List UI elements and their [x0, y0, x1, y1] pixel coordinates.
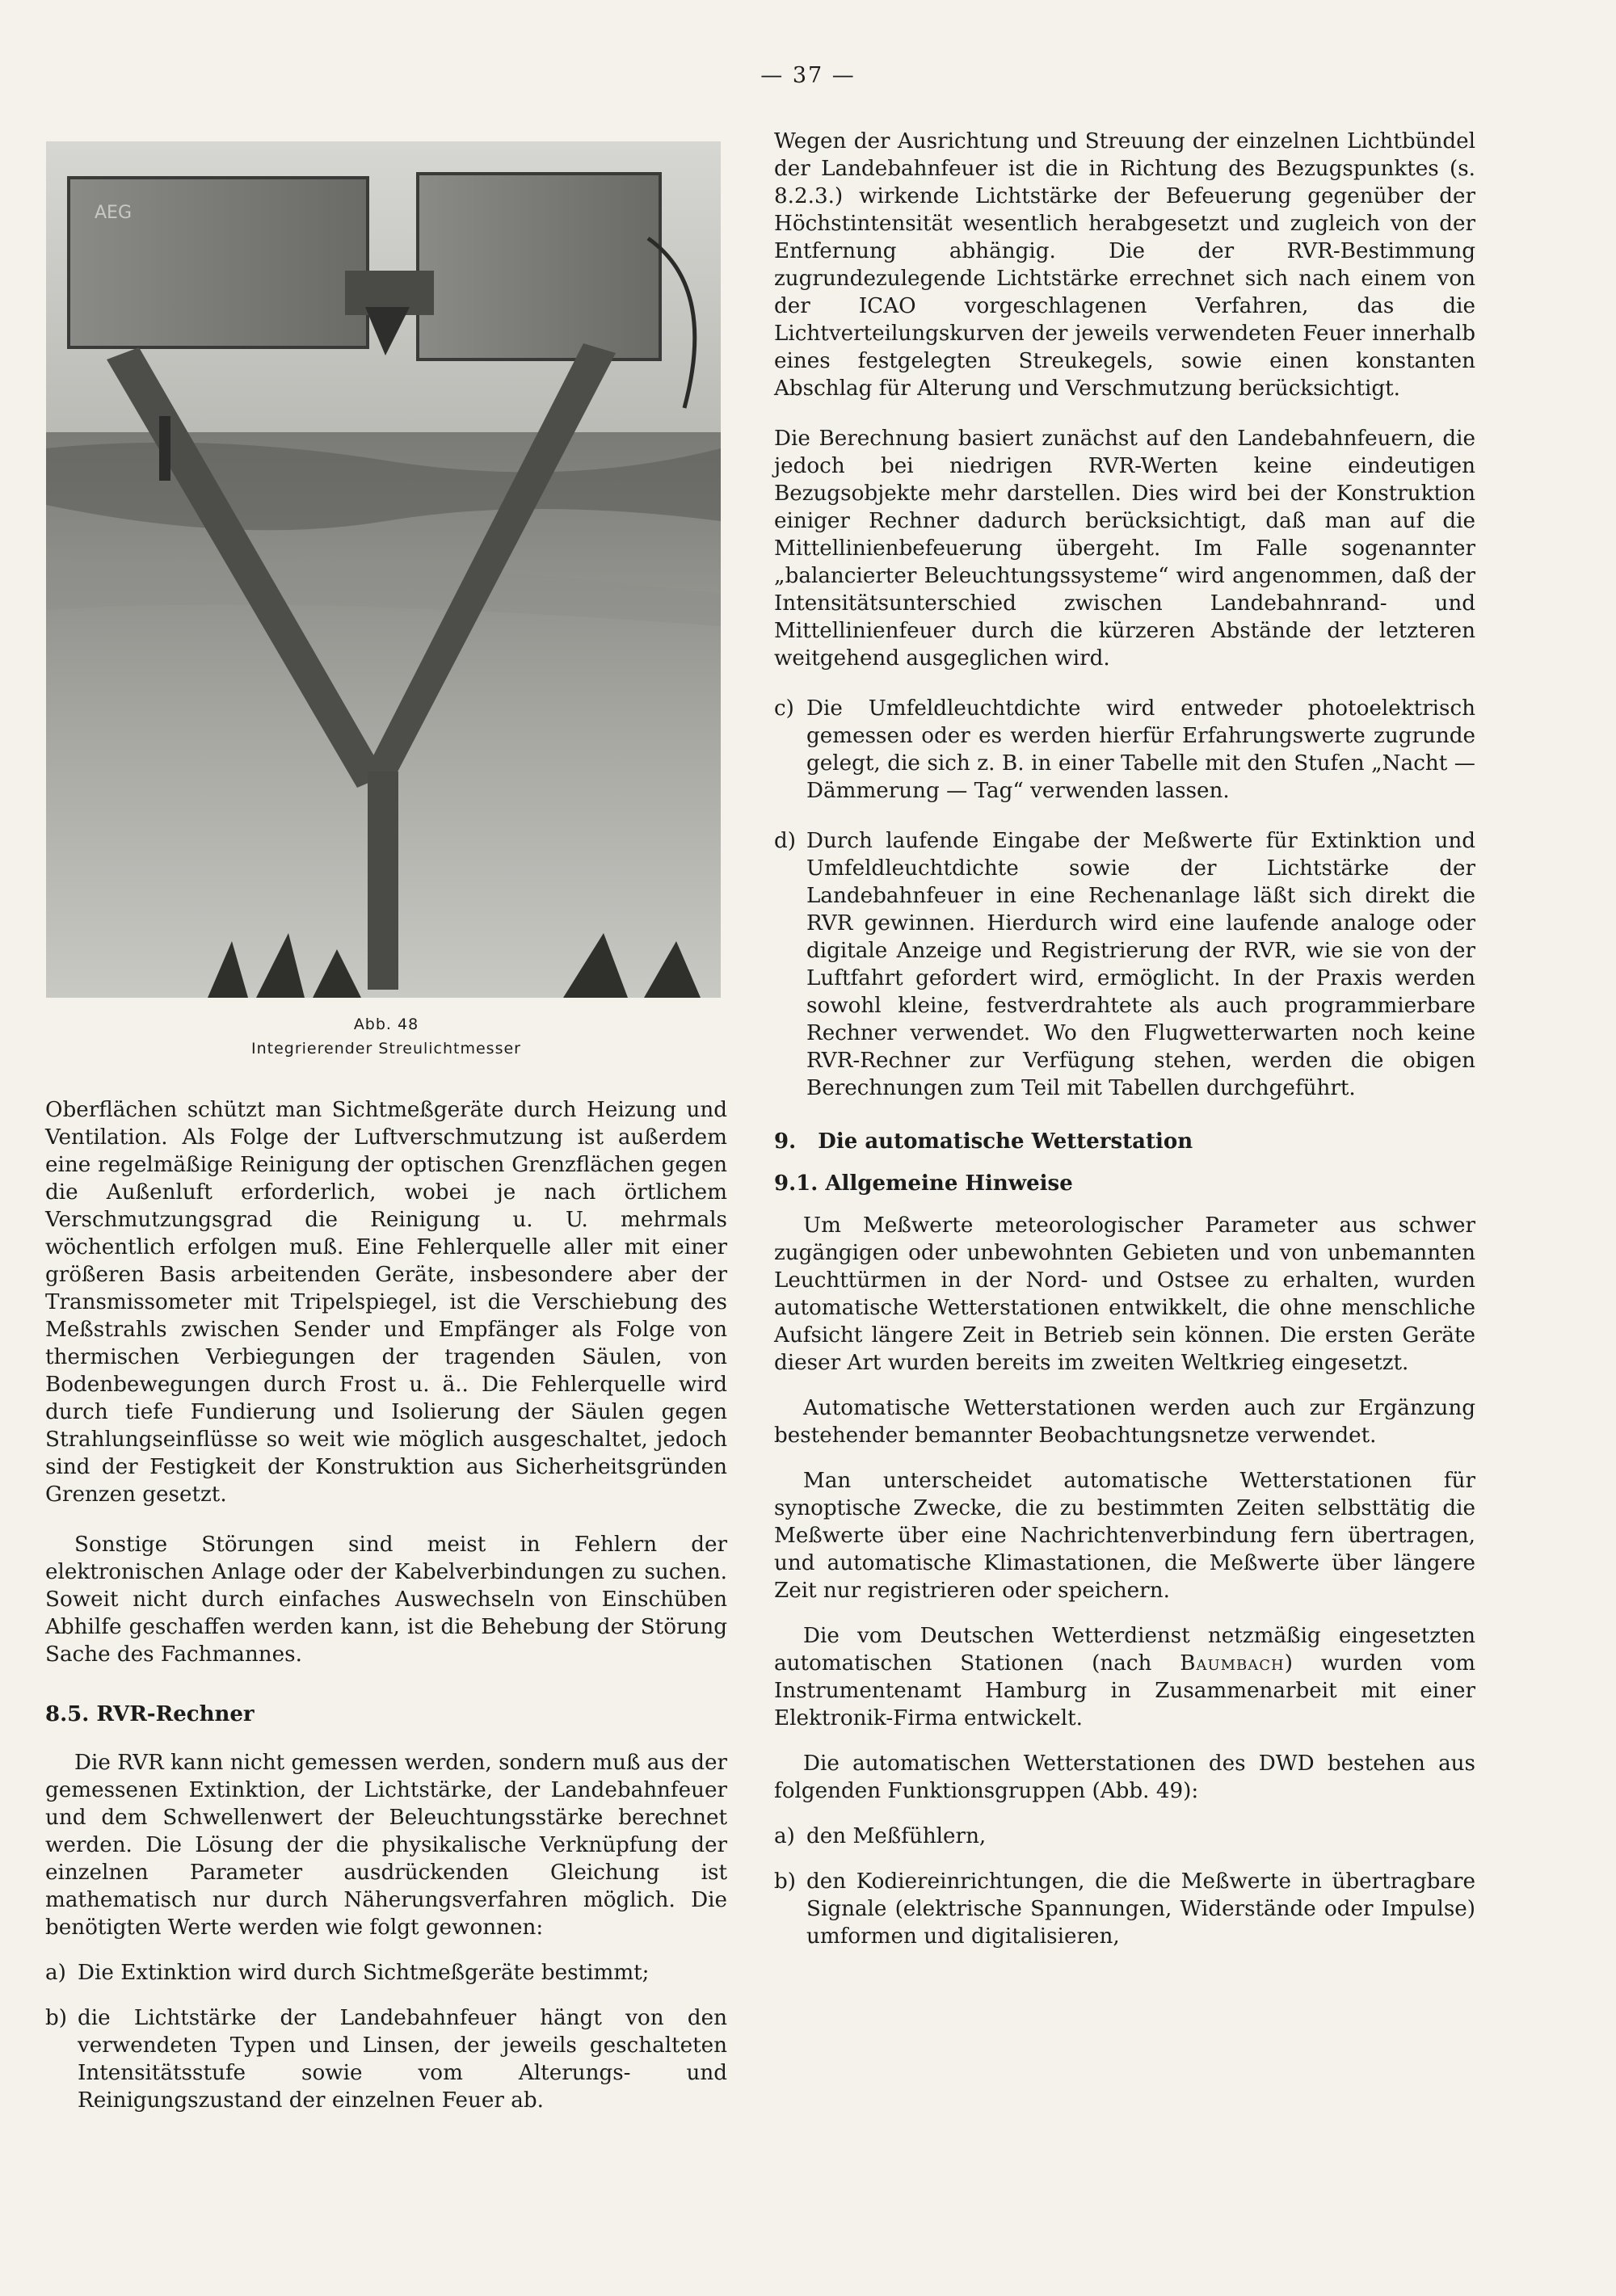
left-list-item-a [45, 1959, 727, 1987]
right-column [774, 128, 1475, 1950]
list-label: b) [45, 2006, 67, 2030]
list-label: a) [774, 1824, 795, 1848]
section-heading-9-1: 9.1. Allgemeine Hinweise [774, 1171, 1073, 1196]
page-number: — 37 — [760, 63, 856, 88]
figure-title: Integrierender Streulichtmesser [251, 1040, 521, 1058]
left-paragraph-1: Oberflächen schützt man Sichtmeßgeräte durch Heizung und Ventilation. Als Folge der Luftverschmutzung ist außerdem eine regelmäßige Reinigung der optischen Grenzflächen gegen die Außenluft erforderlich, wobei je nach örtlichem Verschmutzungsgrad die Reinigung u. U. mehrmals wöchentlich erfolgen muß. Eine Fehlerquelle aller mit einer größeren Basis arbeitenden Geräte, insbesondere aber der Transmissometer mit Tripelspiegel, ist die Verschiebung des Meßstrahls zwischen Sender und Empfänger als Folge von thermischen Verbiegungen der tragenden Säulen, von Bodenbewegungen durch Frost u. ä.. Die Fehlerquelle wird durch tiefe Fundierung und Isolierung der Säulen gegen Strahlungseinflüsse so weit wie möglich ausgeschaltet, jedoch sind der Festigkeit der Konstruktion aus Sicherheitsgründen Grenzen gesetzt. [45, 1098, 727, 1507]
left-paragraph-2: Sonstige Störungen sind meist in Fehlern der elektronischen Anlage oder der Kabelverbindungen zu suchen. Soweit nicht durch einfaches Auswechseln von Einschüben Abhilfe geschaffen werden kann, ist die Behebung der Störung Sache des Fachmannes. [45, 1533, 727, 1667]
streulichtmesser-photo [46, 141, 721, 998]
right-list-item-d [774, 827, 1475, 1102]
list-label: d) [774, 829, 796, 853]
section-heading-8-5: 8.5. RVR-Rechner [45, 1702, 255, 1726]
figure-photo [46, 141, 721, 998]
right-paragraph-6 [774, 1622, 1475, 1732]
list-text: den Kodiereinrichtungen, die die Meßwerte in übertragbare Signale (elektrische Spannungen, Widerstände oder Impulse) umformen und digitalisieren, [806, 1869, 1475, 1949]
right-housing [418, 174, 660, 360]
right-paragraph-1: Wegen der Ausrichtung und Streuung der einzelnen Lichtbündel der Landebahnfeuer ist die in Richtung des Bezugspunktes (s. 8.2.3.) wirkende Lichtstärke der Befeuerung gegenüber der Höchstintensität wesentlich herabgesetzt und zugleich von der Entfernung abhängig. Die der RVR-Bestimmung zugrundezulegende Lichtstärke errechnet sich nach einem von der ICAO vorgeschlagenen Verfahren, das die Lichtverteilungskurven der jeweils verwendeten Feuer innerhalb eines festgelegten Streukegels, sowie einen konstanten Abschlag für Alterung und Verschmutzung berücksichtigt. [774, 129, 1475, 401]
p6-text-b: ) wurden vom Instrumentenamt Hamburg in Zusammenarbeit mit einer Elektronik-Firma entwickelt. [774, 1651, 1475, 1730]
list-text: die Lichtstärke der Landebahnfeuer hängt von den verwendeten Typen und Linsen, der jeweils geschalteten Intensitätsstufe sowie vom Alterungs- und Reinigungszustand der einzelnen Feuer ab. [78, 2006, 727, 2113]
list-text: Die Extinktion wird durch Sichtmeßgeräte bestimmt; [78, 1961, 650, 1985]
right-list-item-a [774, 1823, 1475, 1850]
right-paragraph-3: Um Meßwerte meteorologischer Parameter aus schwer zugängigen oder unbewohnten Gebieten und von unbemannten Leuchttürmen in der Nord- und Ostsee zu erhalten, wurden automatische Wetterstationen entwikkelt, die ohne menschliche Aufsicht längere Zeit in Betrieb sein können. Die ersten Geräte dieser Art wurden bereits im zweiten Weltkrieg eingesetzt. [774, 1213, 1475, 1375]
list-label: b) [774, 1869, 796, 1894]
list-text: Durch laufende Eingabe der Meßwerte für Extinktion und Umfeldleuchtdichte sowie der Lichtstärke der Landebahnfeuer in eine Rechenanlage läßt sich direkt die RVR gewinnen. Hierdurch wird eine laufende analoge oder digitale Anzeige und Registrierung der RVR, wie sie von der Luftfahrt gefordert wird, ermöglicht. In der Praxis werden sowohl kleine, festverdrahtete als auch programmierbare Rechner verwendet. Wo den Flugwetterwarten noch keine RVR-Rechner zur Verfügung stehen, werden die obigen Berechnungen zum Teil mit Tabellen durchgeführt. [806, 829, 1475, 1100]
list-label: a) [45, 1961, 66, 1985]
svg-text:AEG: AEG [95, 203, 132, 223]
figure-label: Abb. 48 [353, 1016, 419, 1033]
left-housing [69, 178, 368, 347]
right-list-item-b [774, 1868, 1475, 1950]
list-label: c) [774, 696, 794, 721]
left-list-item-b [45, 2004, 727, 2114]
section-heading-9: 9. Die automatische Wetterstation [774, 1129, 1193, 1154]
author-name: Baumbach [1180, 1651, 1285, 1676]
right-paragraph-2: Die Berechnung basiert zunächst auf den Landebahnfeuern, die jedoch bei niedrigen RVR-Werten keine eindeutigen Bezugsobjekte mehr darstellen. Dies wird bei der Konstruktion einiger Rechner dadurch berücksichtigt, daß man auf die Mittellinienbefeuerung übergeht. Im Falle sogenannter „balancierter Beleuchtungssysteme“ wird angenommen, daß der Intensitätsunterschied zwischen Landebahnrand- und Mittellinienfeuer durch die kürzeren Abstände der letzteren weitgehend ausgeglichen wird. [774, 427, 1475, 671]
left-column [45, 141, 727, 2114]
right-paragraph-4: Automatische Wetterstationen werden auch zur Ergänzung bestehender bemannter Beobachtungsnetze verwendet. [774, 1396, 1475, 1448]
figure-caption [45, 1012, 727, 1061]
support-post [368, 772, 398, 990]
left-paragraph-3: Die RVR kann nicht gemessen werden, sondern muß aus der gemessenen Extinktion, der Lichtstärke, der Landebahnfeuer und dem Schwellenwert der Beleuchtungsstärke berechnet werden. Die Lösung der die physikalische Verknüpfung der einzelnen Parameter ausdrückenden Gleichung ist mathematisch nur durch Näherungsverfahren möglich. Die benötigten Werte werden wie folgt gewonnen: [45, 1751, 727, 1940]
p6-text-a: Die vom Deutschen Wetterdienst netzmäßig eingesetzten automatischen Stationen (nach [774, 1624, 1475, 1676]
right-paragraph-5: Man unterscheidet automatische Wetterstationen für synoptische Zwecke, die zu bestimmten Zeiten selbsttätig die Meßwerte über eine Nachrichtenverbindung fern übertragen, und automatische Klimastationen, die Meßwerte über längere Zeit nur registrieren oder speichern. [774, 1469, 1475, 1603]
right-list-item-c [774, 695, 1475, 805]
list-text: den Meßfühlern, [806, 1824, 987, 1848]
right-paragraph-7: Die automatischen Wetterstationen des DWD bestehen aus folgenden Funktionsgruppen (Abb. 49): [774, 1751, 1475, 1803]
list-text: Die Umfeldleuchtdichte wird entweder photoelektrisch gemessen oder es werden hierfür Erfahrungswerte zugrunde gelegt, die sich z. B. in einer Tabelle mit den Stufen „Nacht — Dämmerung — Tag“ verwenden lassen. [806, 696, 1475, 803]
